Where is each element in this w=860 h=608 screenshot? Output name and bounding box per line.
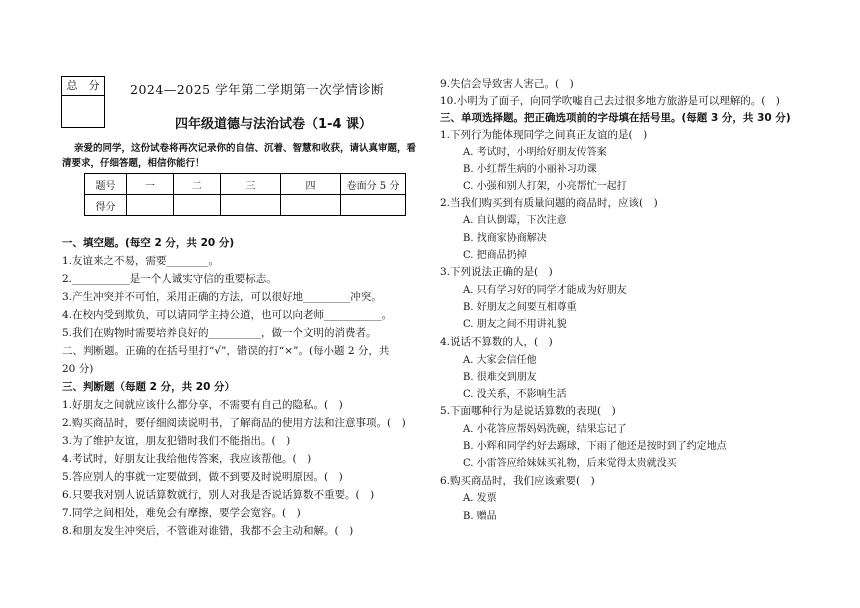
section3-title: 三、判断题（每题 2 分，共 20 分）	[62, 381, 236, 393]
score-table-header: 三	[221, 174, 281, 195]
judge-item: 10.小明为了面子，向同学吹嘘自己去过很多地方旅游是可以理解的。( )	[440, 95, 780, 107]
section2-title-line2: 20 分)	[62, 363, 94, 375]
exam-title-line2: 四年级道德与法治试卷（1-4 课）	[175, 117, 373, 132]
choice-option: B. 小红帮生病的小丽补习功课	[463, 164, 597, 175]
score-table	[84, 173, 406, 216]
score-cell[interactable]	[174, 195, 221, 216]
judge-item: 8.和朋友发生冲突后，不管谁对谁错，我都不会主动和解。( )	[62, 525, 354, 537]
judge-item: 1.好朋友之间就应该什么都分享，不需要有自己的隐私。( )	[62, 399, 343, 411]
total-score-label: 总 分	[62, 77, 104, 96]
choice-option: A. 只有学习好的同学才能成为好朋友	[463, 285, 627, 296]
score-table-header: 一	[127, 174, 174, 195]
choice-option: C. 朋友之间不用讲礼貌	[463, 319, 567, 330]
score-cell[interactable]	[127, 195, 174, 216]
choice-option: B. 赠品	[463, 511, 497, 522]
score-table-header: 题号	[85, 174, 127, 195]
intro-line2: 清要求，仔细答题，相信你能行！	[62, 158, 205, 169]
fill-item: 3.产生冲突并不可怕，采用正确的方法，可以很好地_________冲突。	[62, 291, 382, 303]
choice-option: A. 发票	[463, 493, 497, 504]
choice-option: A. 考试时，小明给好朋友传答案	[463, 147, 607, 158]
judge-item: 5.答应别人的事就一定要做到，做不到要及时说明原因。( )	[62, 471, 343, 483]
total-score-box	[61, 76, 105, 128]
choice-option: B. 小辉和同学约好去踢球，下雨了他还是按时到了约定地点	[463, 441, 727, 452]
judge-item: 3.为了维护友谊，朋友犯错时我们不能指出。( )	[62, 435, 291, 447]
choice-question: 4.说话不算数的人，( )	[440, 336, 553, 348]
section-choice-title: 三、单项选择题。把正确选项前的字母填在括号里。(每题 3 分，共 30 分)	[440, 112, 791, 124]
judge-item: 6.只要我对别人说话算数就行，别人对我是否说话算数不重要。( )	[62, 489, 375, 501]
score-table-header: 卷面分 5 分	[341, 174, 406, 195]
choice-option: A. 自认倒霉，下次注意	[463, 215, 567, 226]
choice-option: C. 把商品扔掉	[463, 250, 527, 261]
score-table-row-label: 得分	[85, 195, 127, 216]
score-cell[interactable]	[341, 195, 406, 216]
exam-title-line1: 2024—2025 学年第二学期第一次学情诊断	[130, 82, 385, 97]
choice-question: 3.下列说法正确的是( )	[440, 266, 553, 278]
section1-title: 一、填空题。(每空 2 分，共 20 分)	[62, 237, 235, 249]
choice-option: B. 很难交到朋友	[463, 372, 537, 383]
choice-option: A. 小花答应帮妈妈洗碗，结果忘记了	[463, 424, 627, 435]
choice-option: B. 好朋友之间要互相尊重	[463, 302, 577, 313]
fill-item: 1.友谊来之不易，需要________。	[62, 255, 220, 267]
choice-option: C. 没关系，不影响生活	[463, 389, 567, 400]
choice-option: A. 大家会信任他	[463, 355, 537, 366]
choice-question: 1.下列行为能体现同学之间真正友谊的是( )	[440, 129, 648, 141]
intro-line1: 亲爱的同学，这份试卷将再次记录你的自信、沉着、智慧和收获，请认真审题，看	[74, 143, 417, 154]
score-table-header: 四	[281, 174, 341, 195]
choice-option: B. 找商家协商解决	[463, 233, 547, 244]
choice-question: 5.下面哪种行为是说话算数的表现( )	[440, 405, 616, 417]
choice-question: 6.购买商品时，我们应该索要( )	[440, 475, 595, 487]
judge-item: 7.同学之间相处，难免会有摩擦，要学会宽容。( )	[62, 507, 301, 519]
fill-item: 5.我们在购物时需要培养良好的__________，做一个文明的消费者。	[62, 327, 377, 339]
judge-item: 2.购买商品时，要仔细阅读说明书，了解商品的使用方法和注意事项。( )	[62, 417, 406, 429]
score-table-header-row	[85, 174, 406, 195]
choice-option: C. 小强和别人打架，小亮帮忙一起打	[463, 181, 627, 192]
choice-question: 2.当我们购买到有质量问题的商品时，应该( )	[440, 197, 658, 209]
judge-item: 9.失信会导致害人害己。( )	[440, 78, 574, 90]
judge-item: 4.考试时，好朋友让我给他传答案，我应该帮他。( )	[62, 453, 312, 465]
score-cell[interactable]	[221, 195, 281, 216]
score-cell[interactable]	[281, 195, 341, 216]
section2-title-line1: 二、判断题。正确的在括号里打“√”，错误的打“×”。(每小题 2 分，共	[62, 345, 390, 357]
fill-item: 2.___________是一个人诚实守信的重要标志。	[62, 273, 277, 285]
score-table-header: 二	[174, 174, 221, 195]
choice-option: C. 小雷答应给妹妹买礼物，后来觉得太贵就没买	[463, 458, 677, 469]
score-table-row	[85, 195, 406, 216]
fill-item: 4.在校内受到欺负，可以请同学主持公道，也可以向老师___________。	[62, 309, 393, 321]
